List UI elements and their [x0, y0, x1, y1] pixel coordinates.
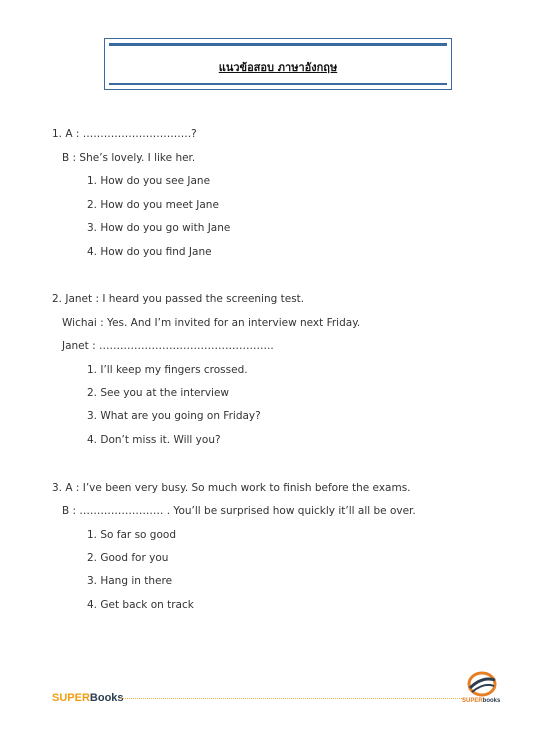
title-rule-top [109, 43, 447, 46]
logo-text-super: SUPER [462, 698, 483, 704]
footer-brand-super: SUPER [52, 692, 90, 704]
question-3-prompt: 3. A : I’ve been very busy. So much work to finish before the exams. [52, 482, 411, 494]
question-3-choice-3[interactable]: 3. Hang in there [87, 575, 173, 587]
question-1-choice-4[interactable]: 4. How do you find Jane [87, 246, 212, 258]
question-1-response: B : She’s lovely. I like her. [62, 152, 196, 164]
logo-text-books: books [482, 698, 501, 704]
question-3-response: B : …………………… . You’ll be surprised how quickly it’ll all be over. [62, 505, 416, 517]
superbooks-logo-icon [462, 668, 502, 700]
question-3-choice-4[interactable]: 4. Get back on track [87, 599, 194, 611]
question-1-prompt: 1. A : ………………………….? [52, 128, 197, 140]
question-1-choice-1[interactable]: 1. How do you see Jane [87, 175, 211, 187]
footer-brand-books: Books [89, 692, 124, 704]
question-2-choice-2[interactable]: 2. See you at the interview [87, 387, 230, 399]
question-2-line-2: Wichai : Yes. And I’m invited for an interview next Friday. [62, 317, 361, 329]
title-rule-bottom [109, 83, 447, 85]
logo-text [462, 698, 506, 704]
footer-divider [120, 698, 464, 699]
question-3-choice-1[interactable]: 1. So far so good [87, 529, 176, 541]
page-title: แนวข้อสอบ ภาษาอังกฤษ [218, 61, 338, 74]
question-3-choice-2[interactable]: 2. Good for you [87, 552, 169, 564]
question-1-choice-2[interactable]: 2. How do you meet Jane [87, 199, 219, 211]
question-2-line-3: Janet : ………………………………………….. [62, 340, 274, 352]
question-2-prompt: 2. Janet : I heard you passed the screening test. [52, 293, 305, 305]
question-1-choice-3[interactable]: 3. How do you go with Jane [87, 222, 231, 234]
title-box [104, 38, 452, 90]
question-2-choice-4[interactable]: 4. Don’t miss it. Will you? [87, 434, 221, 446]
footer-brand [52, 692, 124, 704]
superbooks-logo [462, 668, 502, 706]
question-2-choice-1[interactable]: 1. I’ll keep my fingers crossed. [87, 364, 248, 376]
question-2-choice-3[interactable]: 3. What are you going on Friday? [87, 410, 261, 422]
